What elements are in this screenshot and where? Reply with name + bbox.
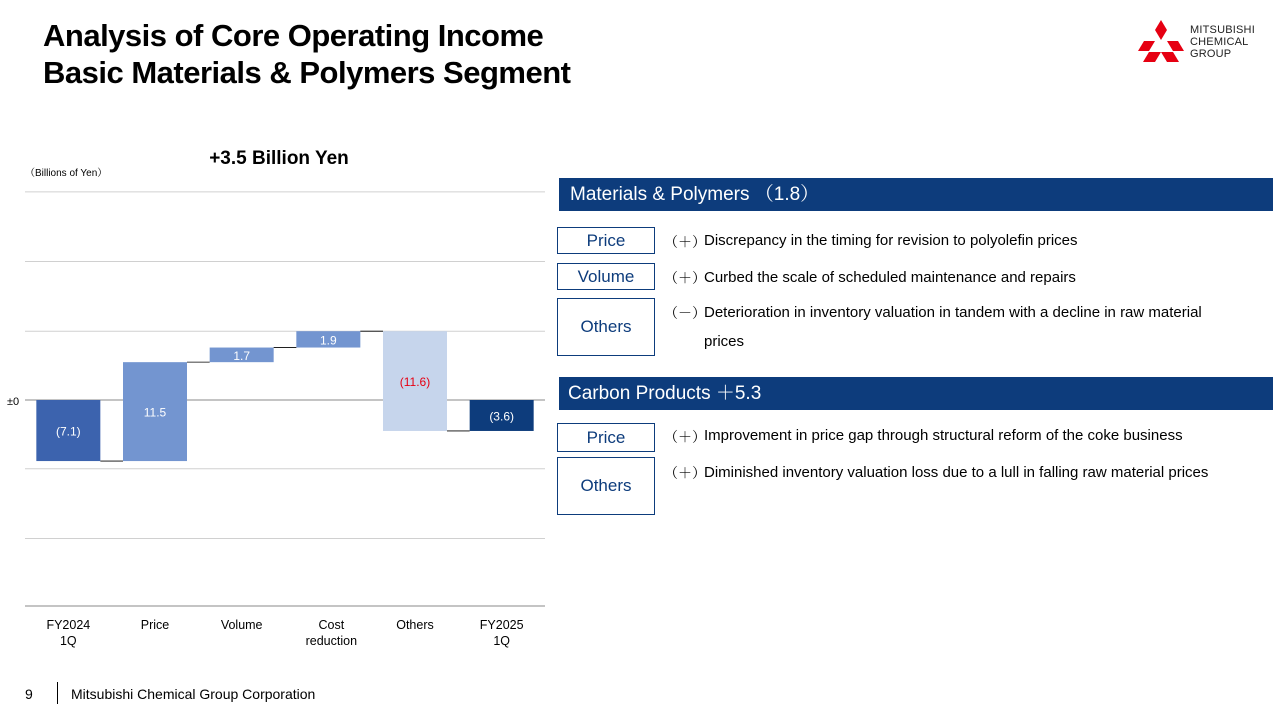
page-title	[43, 17, 570, 91]
data-label: 1.9	[319, 333, 337, 348]
footer-company: Mitsubishi Chemical Group Corporation	[71, 686, 316, 702]
data-label: 1.7	[233, 348, 251, 363]
chart-x-tick-labels	[46, 618, 523, 648]
chart-title: +3.5 Billion Yen	[209, 148, 349, 169]
category-box-volume: Volume	[557, 263, 655, 290]
category-box-others: Others	[557, 298, 655, 356]
reason-text: Discrepancy in the timing for revision to polyolefin prices	[704, 232, 1078, 249]
logo-line: MITSUBISHI	[1190, 24, 1255, 36]
three-diamonds-icon	[1138, 20, 1184, 62]
category-box-price: Price	[557, 423, 655, 452]
data-label: (7.1)	[55, 424, 81, 439]
sign-label: （＋）	[664, 234, 706, 250]
x-tick-label: Volume	[220, 618, 263, 632]
reason-text: Curbed the scale of scheduled maintenance and repairs	[704, 269, 1076, 286]
data-label: (3.6)	[489, 409, 515, 424]
reason-text: Improvement in price gap through structural reform of the coke business	[704, 427, 1183, 444]
category-box-others: Others	[557, 457, 655, 515]
logo-line: GROUP	[1190, 48, 1232, 60]
x-tick-label: FY2025	[479, 618, 524, 632]
section-header-carbon: Carbon Products ＋5.3	[559, 377, 1273, 410]
page-title-line-2: Basic Materials & Polymers Segment	[43, 55, 571, 90]
logo-line: CHEMICAL	[1190, 36, 1249, 48]
zero-axis-label: ±0	[7, 396, 20, 408]
footer-divider	[57, 682, 58, 704]
x-tick-label: FY2024	[46, 618, 91, 632]
data-label: (11.6)	[399, 375, 431, 390]
x-tick-label: 1Q	[59, 634, 77, 648]
sign-label: （＋）	[664, 465, 706, 481]
page-title-line-1: Analysis of Core Operating Income	[43, 18, 544, 53]
logo-wordmark	[1190, 24, 1255, 60]
sign-label: （＋）	[664, 429, 706, 445]
data-label: 11.5	[143, 405, 167, 420]
waterfall-chart	[0, 140, 560, 660]
sign-label: （＋）	[664, 270, 706, 286]
chart-bars	[36, 331, 533, 461]
reason-text: Deterioration in inventory valuation in tandem with a decline in raw material prices	[704, 304, 1202, 350]
x-tick-label: 1Q	[493, 634, 511, 648]
category-box-price: Price	[557, 227, 655, 254]
company-logo	[1138, 20, 1258, 64]
x-tick-label: Price	[140, 618, 170, 632]
chart-gridlines	[25, 192, 545, 606]
x-tick-label: Others	[396, 618, 434, 632]
section-header-materials: Materials & Polymers （1.8）	[559, 178, 1273, 211]
x-tick-label: Cost	[318, 618, 345, 632]
page-number: 9	[25, 686, 33, 702]
sign-label: （－）	[664, 305, 706, 321]
unit-label: （Billions of Yen）	[25, 168, 108, 179]
x-tick-label: reduction	[305, 634, 358, 648]
reason-text: Diminished inventory valuation loss due to a lull in falling raw material prices	[704, 464, 1209, 481]
